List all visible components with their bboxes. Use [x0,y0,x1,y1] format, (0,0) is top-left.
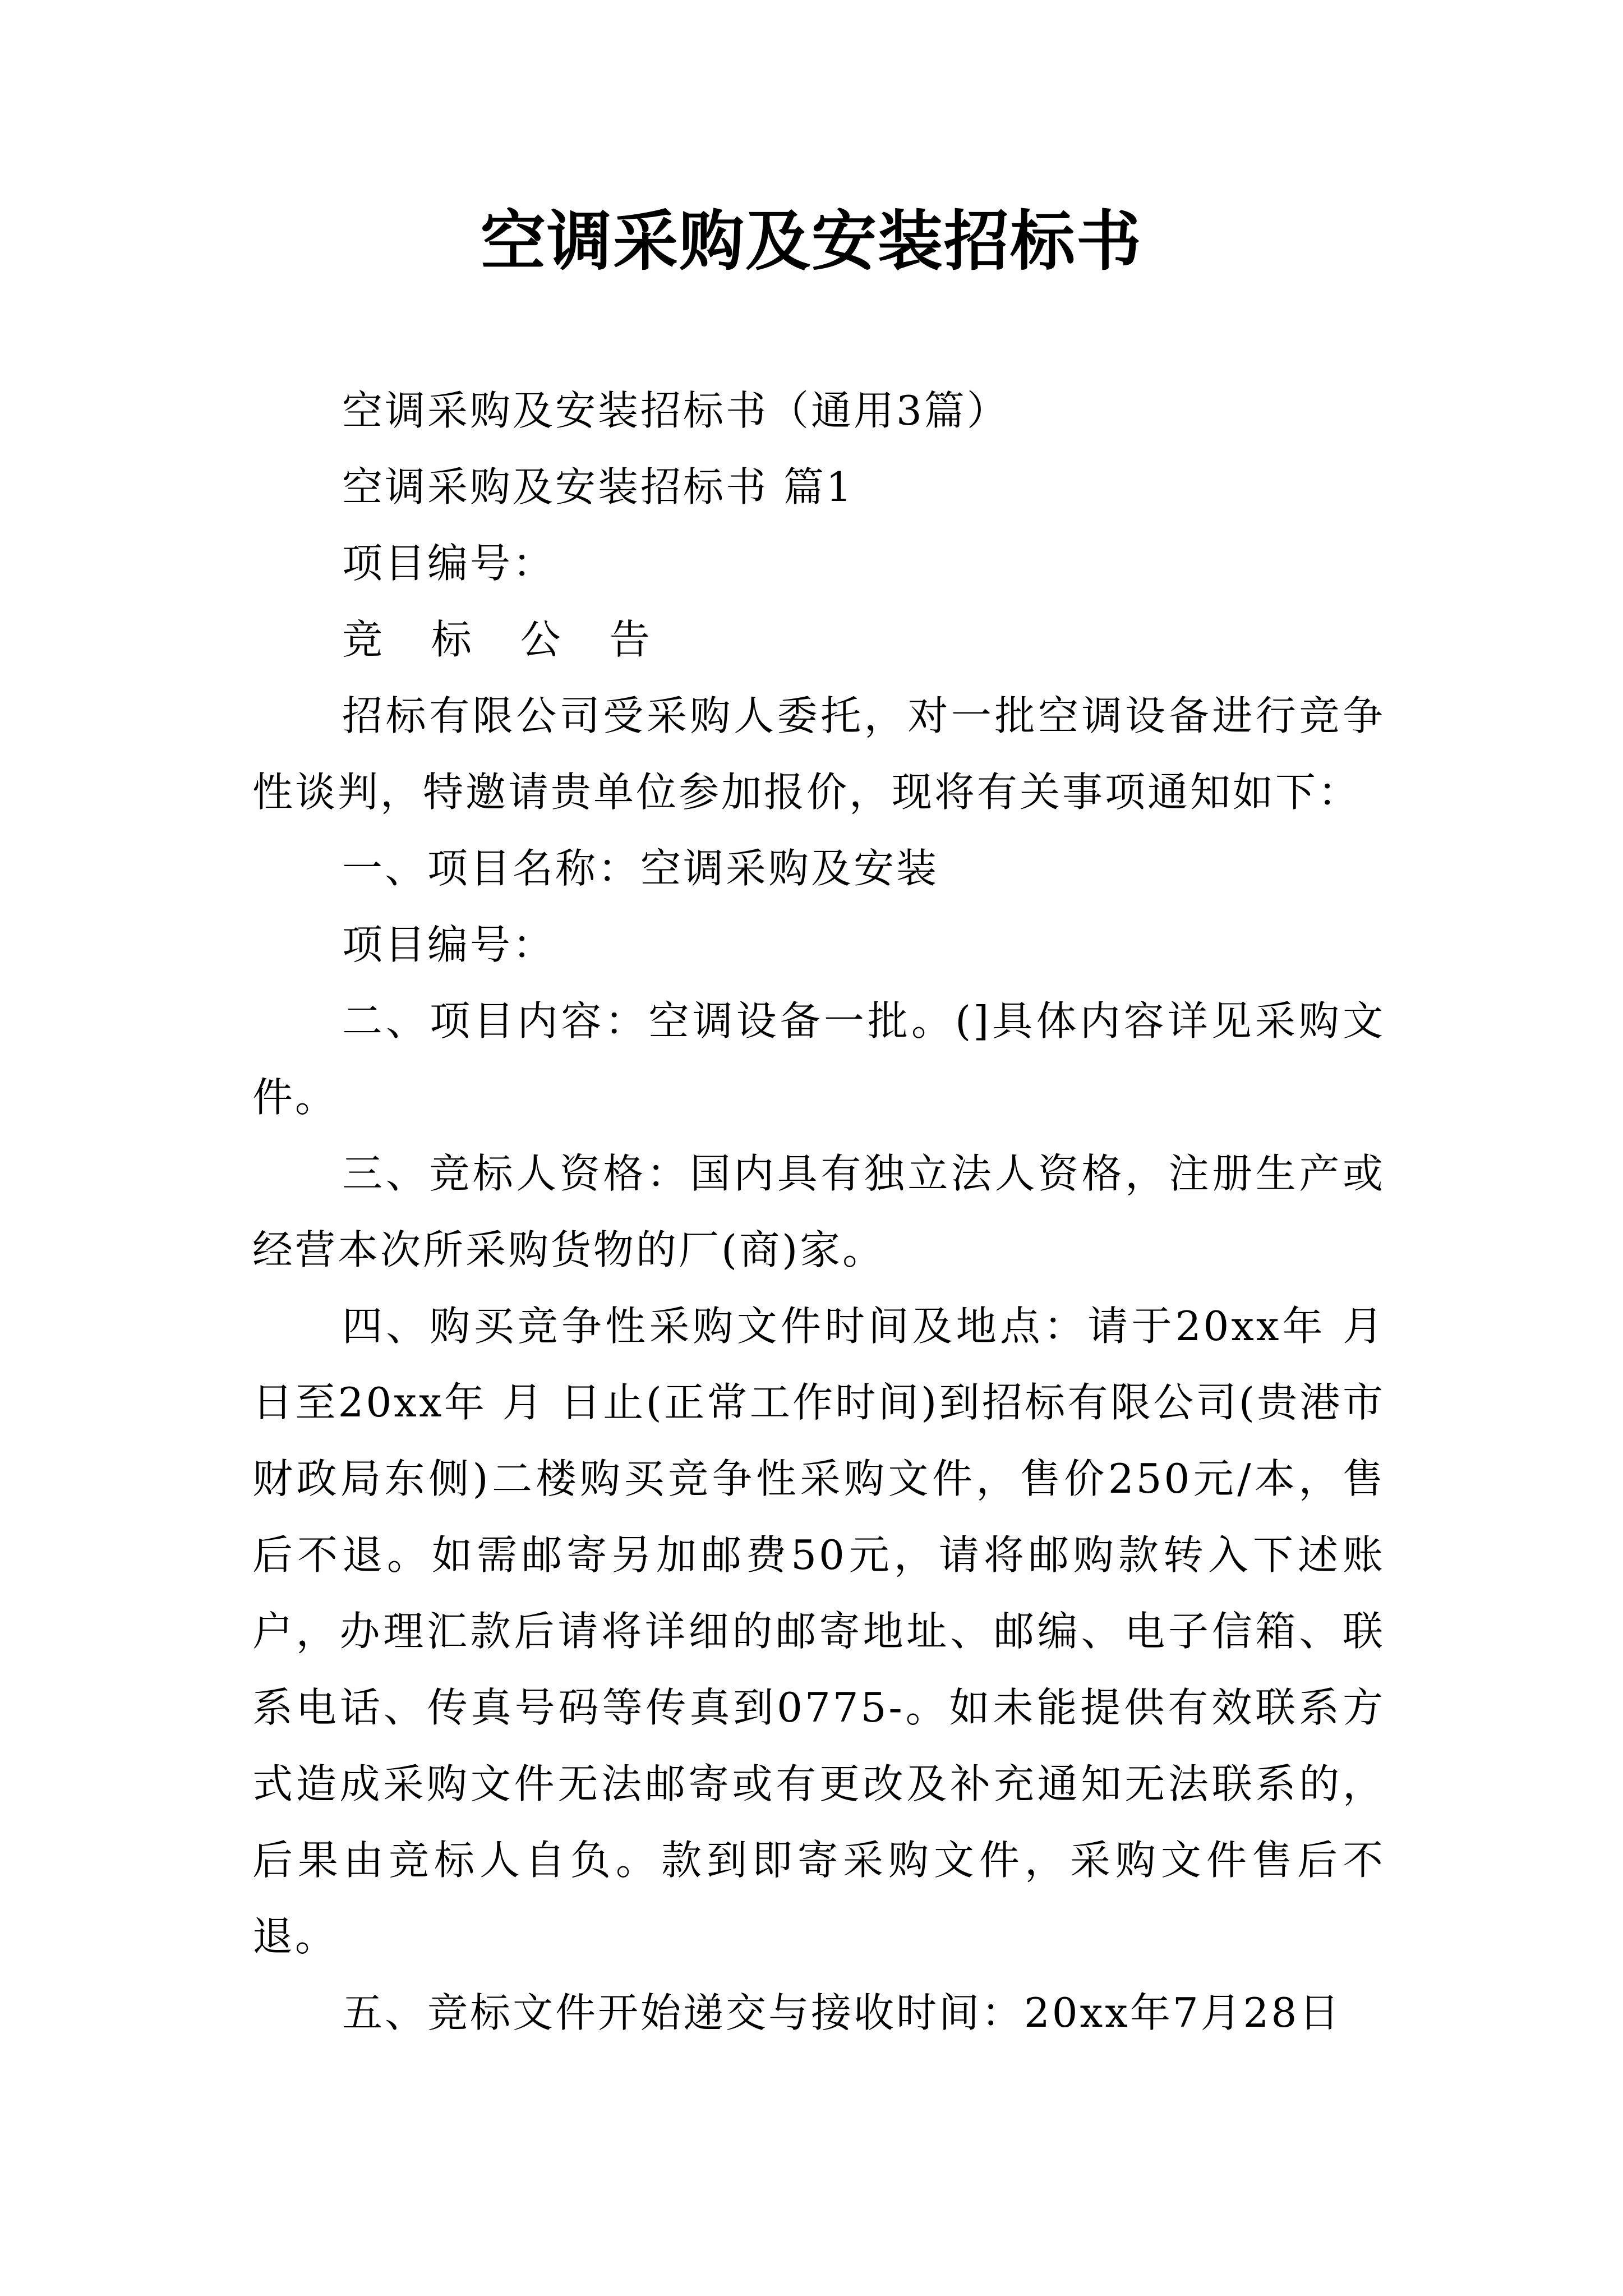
paragraph-project-content: 二、项目内容：空调设备一批。(]具体内容详见采购文件。 [252,997,1385,1121]
document-body [252,372,1385,2051]
paragraph-intro: 招标有限公司受采购人委托，对一批空调设备进行竞争性谈判，特邀请贵单位参加报价，现将有关事项通知如下： [252,692,1385,816]
paragraph-project-name: 一、项目名称：空调采购及安装 [342,845,939,892]
paragraph-section-heading: 空调采购及安装招标书 篇1 [342,463,854,510]
paragraph-subtitle: 空调采购及安装招标书（通用3篇） [342,387,1009,434]
paragraph-purchase-time-place: 四、购买竞争性采购文件时间及地点：请于20xx年 月 日至20xx年 月 日止(正常工作时间)到招标有限公司(贵港市财政局东侧)二楼购买竞争性采购文件，售价250元/本，售后不退。如需邮寄另加邮费50元，请将邮购款转入下述账户，办理汇款后请将详细的邮寄地址、邮编、电子信箱、联系电话、传真号码等传真到0775-。如未能提供有效联系方式造成采购文件无法邮寄或有更改及补充通知无法联系的，后果由竞标人自负。款到即寄采购文件，采购文件售后不退。 [252,1303,1385,1960]
paragraph-announcement-heading: 竞 标 公 告 [342,616,668,663]
paragraph-submission-time: 五、竞标文件开始递交与接收时间：20xx年7月28日 [342,1989,1342,2036]
paragraph-bidder-qualification: 三、竞标人资格：国内具有独立法人资格，注册生产或经营本次所采购货物的厂(商)家。 [252,1150,1385,1273]
paragraph-project-number-2: 项目编号： [342,921,556,968]
document-title: 空调采购及安装招标书 [481,203,1142,279]
paragraph-project-number: 项目编号： [342,540,556,587]
